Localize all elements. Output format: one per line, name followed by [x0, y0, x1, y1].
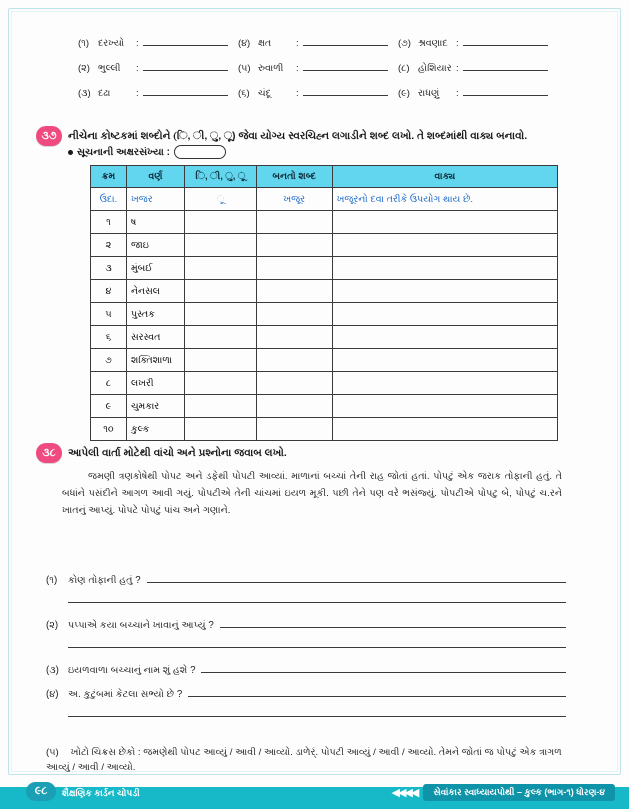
question-number: (૫) [46, 747, 59, 758]
table-row-example [91, 188, 558, 211]
cell-chinh[interactable] [184, 372, 256, 395]
blank-writing-line[interactable] [303, 36, 388, 46]
instruction-label: સૂચનાની અક્ષરસંખ્યા : [77, 146, 170, 158]
blank-number: (૮) [398, 63, 410, 74]
question-37-header [36, 126, 596, 159]
blank-item [398, 61, 558, 74]
colon: : [296, 88, 299, 99]
cell-krm: ૫ [91, 303, 127, 326]
blank-word: ક્ષત [258, 38, 272, 49]
question-number: (૨) [46, 620, 59, 631]
blank-writing-line[interactable] [463, 86, 548, 96]
blank-item [398, 36, 558, 49]
answer-question-1 [46, 572, 566, 603]
cell-vakya[interactable] [332, 257, 557, 280]
blank-word: દઢા [98, 88, 111, 99]
blank-number: (૯) [398, 88, 410, 99]
blank-item [78, 61, 238, 74]
blank-number: (૧) [78, 38, 89, 49]
question-number: (૩) [46, 665, 59, 676]
cell-varn: જાઇ [126, 234, 184, 257]
table-row [91, 303, 558, 326]
question-line [46, 572, 566, 586]
cell-chinh: ૂ [184, 188, 256, 211]
cell-shabd[interactable] [256, 211, 332, 234]
cell-krm: ૯ [91, 395, 127, 418]
cell-krm: ૮ [91, 372, 127, 395]
answer-question-4 [46, 686, 566, 717]
blank-number: (૩) [78, 88, 91, 99]
cell-chinh[interactable] [184, 280, 256, 303]
cell-chinh[interactable] [184, 257, 256, 280]
cell-krm: ઉદા. [91, 188, 127, 211]
page-number: ૯૮ [26, 782, 56, 801]
question-38-header [36, 443, 596, 463]
cell-vakya[interactable] [332, 418, 557, 441]
cell-varn: ષ [126, 211, 184, 234]
colon: : [456, 88, 459, 99]
cell-vakya[interactable] [332, 349, 557, 372]
cell-varn: ચુમકાર [126, 395, 184, 418]
question-text: કોણ તોફાની હતું ? [68, 575, 141, 586]
question-line [46, 686, 566, 700]
colon: : [136, 63, 139, 74]
cell-varn: ખજર [126, 188, 184, 211]
question-number: (૧) [46, 575, 58, 586]
blank-number: (૪) [238, 38, 251, 49]
cell-shabd[interactable] [256, 326, 332, 349]
cell-chinh[interactable] [184, 395, 256, 418]
cell-shabd[interactable] [256, 372, 332, 395]
footer-right-label: સેવાંકાર સ્વાધ્યાયપોથી – કુલ્ક (ભાગ-૧) ધોરણ-૪ [423, 784, 615, 801]
colon: : [136, 38, 139, 49]
blank-number: (૫) [238, 63, 251, 74]
cell-vakya[interactable] [332, 303, 557, 326]
footer-right-group [391, 784, 615, 801]
header-vakya: વાક્ય [332, 166, 557, 188]
header-krm: ક્રમ [91, 166, 127, 188]
cell-varn: કુલ્ક [126, 418, 184, 441]
blank-number: (૨) [78, 63, 90, 74]
cell-vakya[interactable] [332, 395, 557, 418]
question-text: પપ્પાએ કયા બચ્ચાને ખાવાનું આપ્યું ? [68, 620, 214, 631]
answer-question-2 [46, 617, 566, 648]
blank-number: (૬) [238, 88, 250, 99]
table-row [91, 326, 558, 349]
blank-writing-line[interactable] [303, 61, 388, 71]
cell-vakya: ખજૂરનો દવા તરીકે ઉપયોગ થાય છે. [332, 188, 557, 211]
question-37-text: નીચેના કોષ્ટકમાં શબ્દોને (િ, ી, ુ, ૂ) જેવા યોગ્ય સ્વરચિહ્ન લગાડીને શબ્દ લખો. તે શબ્દમાંથી વાક્ય બનાવો. [68, 130, 528, 142]
cell-vakya[interactable] [332, 211, 557, 234]
table-row [91, 395, 558, 418]
blank-word: શ્રવણાદ [418, 38, 448, 49]
answer-question-3 [46, 662, 566, 676]
colon: : [456, 63, 459, 74]
page-footer [0, 777, 629, 809]
answer-line[interactable] [68, 716, 566, 717]
blank-item [78, 36, 238, 49]
cell-chinh[interactable] [184, 349, 256, 372]
cell-chinh[interactable] [184, 234, 256, 257]
question-text: અ. કુટુંબમાં કેટલા સભ્યો છે ? [68, 689, 183, 700]
cell-krm: ૨ [91, 234, 127, 257]
cell-varn: પુસ્તક [126, 303, 184, 326]
question-line [46, 617, 566, 631]
answer-line[interactable] [220, 617, 566, 628]
blank-word: ભુલ્લી [98, 63, 121, 74]
colon: : [136, 88, 139, 99]
blank-item [78, 86, 238, 99]
cell-vakya[interactable] [332, 234, 557, 257]
header-varn: વર્ણ [126, 166, 184, 188]
top-blanks-grid [78, 36, 558, 111]
table-row [91, 418, 558, 441]
table-row [91, 211, 558, 234]
word-formation-table [90, 165, 558, 441]
blank-writing-line[interactable] [303, 86, 388, 96]
cell-krm: ૧૦ [91, 418, 127, 441]
question-number-badge: ૩૭ [36, 126, 62, 146]
header-chinh: િ, ી, ુ, ૂ [184, 166, 256, 188]
cell-krm: ૭ [91, 349, 127, 372]
answer-question-5 [46, 745, 576, 775]
blank-word: ચંદૂ [258, 88, 271, 99]
cell-shabd[interactable] [256, 349, 332, 372]
cell-vakya[interactable] [332, 326, 557, 349]
blank-item [398, 86, 558, 99]
cell-krm: ૩ [91, 257, 127, 280]
top-blanks-row [78, 86, 558, 99]
blank-item [238, 86, 398, 99]
cell-varn: નેનસલ [126, 280, 184, 303]
story-passage [62, 468, 562, 519]
question-line [46, 662, 566, 676]
bullet-dot-icon [68, 150, 73, 155]
question-text: ખોટો ચિક્રસ છેકો : જમણેથી પોપટ આવ્યું / આવી / આવ્યો. ડાળેર્ં. પોપટી આવ્યું / આવી / આવ્યો. તેમને જોતાં જ પોપટું એક ત્રાગળ આવ્યું / આવી / આવ્યો. [46, 747, 562, 773]
question-38-text: આપેલી વાર્તા મોટેથી વાંચો અને પ્રશ્નોના જવાબ લખો. [68, 447, 287, 459]
cell-shabd[interactable] [256, 280, 332, 303]
blank-writing-line[interactable] [143, 61, 228, 71]
table-row [91, 257, 558, 280]
table-row [91, 234, 558, 257]
cell-varn: મુંબઈ [126, 257, 184, 280]
answer-box[interactable] [174, 145, 226, 159]
answer-line[interactable] [68, 602, 566, 603]
cell-varn: સરસ્વત [126, 326, 184, 349]
blank-word: રાધણું [418, 88, 440, 99]
cell-shabd: ખજૂર [256, 188, 332, 211]
blank-word: હોશિયાર [418, 63, 452, 74]
top-blanks-row [78, 61, 558, 74]
cell-vakya[interactable] [332, 372, 557, 395]
chevron-left-icon: ◀◀◀◀ [391, 787, 418, 799]
cell-shabd[interactable] [256, 234, 332, 257]
header-shabd: બનતો શબ્દ [256, 166, 332, 188]
cell-krm: ૧ [91, 211, 127, 234]
cell-chinh[interactable] [184, 418, 256, 441]
blank-item [238, 36, 398, 49]
table-row [91, 372, 558, 395]
colon: : [456, 38, 459, 49]
story-text: જમણી ત્રણકોષેથી પોપટ અને ડફેથી પોપટી આવ્યાં. માળાનાં બચ્ચાં તેની રાહ જોતાં હતાં. પોપટું એક જરાક તોફાની હતું. તે બધાંને પસંદીને આગળ આવી ગયું. પોપટીએ તેની ચાંચમાં ઇયળ મૂકી. પછી તેને પણ વરે ભસંજ્યું. પોપટીએ પોપટુ બે, પોપટું ચ.રને ખાતનું આપ્યું. પોપટે પોપટું પાંચ અને ગણાને. [62, 471, 562, 516]
top-blanks-row [78, 36, 558, 49]
answer-line[interactable] [188, 686, 566, 697]
blank-word: દરખ્યો [98, 38, 125, 49]
cell-chinh[interactable] [184, 326, 256, 349]
question-number-badge: ૩૮ [36, 443, 62, 463]
cell-shabd[interactable] [256, 418, 332, 441]
question-number: (૪) [46, 689, 59, 700]
answer-line[interactable] [147, 572, 566, 583]
cell-shabd[interactable] [256, 395, 332, 418]
cell-chinh[interactable] [184, 303, 256, 326]
colon: : [296, 63, 299, 74]
blank-number: (૭) [398, 38, 411, 49]
cell-krm: ૪ [91, 280, 127, 303]
blank-word: રુવાળી [258, 63, 284, 74]
cell-chinh[interactable] [184, 211, 256, 234]
cell-shabd[interactable] [256, 257, 332, 280]
colon: : [296, 38, 299, 49]
cell-vakya[interactable] [332, 280, 557, 303]
cell-krm: ૬ [91, 326, 127, 349]
cell-varn: લખરી [126, 372, 184, 395]
blank-writing-line[interactable] [143, 36, 228, 46]
blank-writing-line[interactable] [463, 61, 548, 71]
blank-writing-line[interactable] [463, 36, 548, 46]
question-text: ઇયળવાળા બચ્ચાનું નામ શું હશે ? [68, 665, 196, 676]
table-header-row [91, 166, 558, 188]
blank-writing-line[interactable] [143, 86, 228, 96]
cell-varn: શક્તિશાળા [126, 349, 184, 372]
cell-shabd[interactable] [256, 303, 332, 326]
blank-item [238, 61, 398, 74]
instruction-line [68, 145, 527, 159]
table-row [91, 349, 558, 372]
footer-left-label: શૈક્ષણિક કાર્ડન ચોપડી [62, 788, 140, 798]
table-row [91, 280, 558, 303]
answer-line[interactable] [68, 647, 566, 648]
answer-line[interactable] [201, 662, 566, 673]
